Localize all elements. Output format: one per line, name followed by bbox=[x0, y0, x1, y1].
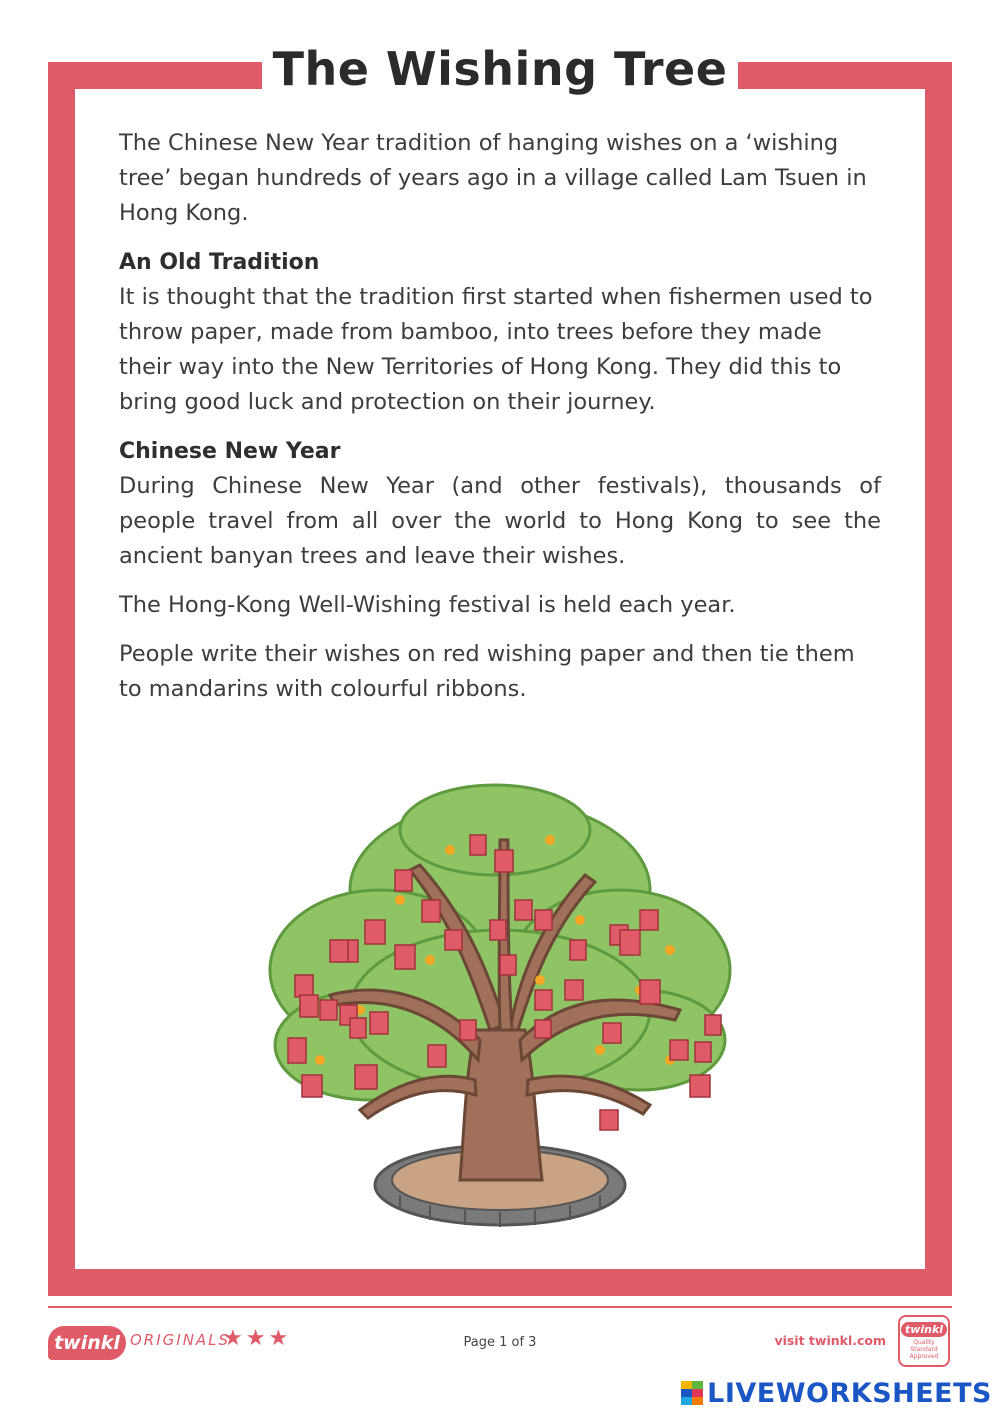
page-number: Page 1 of 3 bbox=[463, 1335, 537, 1350]
wishing-tree-illustration bbox=[250, 780, 750, 1250]
star-icon: ★★★ bbox=[223, 1326, 292, 1351]
footer-divider bbox=[48, 1306, 952, 1308]
quality-badge-icon bbox=[898, 1315, 950, 1367]
badge-brand: twinkl bbox=[901, 1322, 947, 1337]
festival-paragraph: The Hong-Kong Well-Wishing festival is held each year. bbox=[119, 592, 736, 618]
liveworksheets-watermark bbox=[681, 1378, 992, 1408]
chinese-new-year-paragraph: During Chinese New Year (and other festivals), thousands of people travel from all over the world to Hong Kong to see the ancient banyan trees and leave their wishes. bbox=[119, 473, 881, 569]
old-tradition-paragraph: It is thought that the tradition first started when fishermen used to throw paper, made from bamboo, into trees before they made their way into the New Territories of Hong Kong. They did this to bring good luck and protection on their journey. bbox=[119, 284, 873, 415]
watermark-text: LIVEWORKSHEETS bbox=[707, 1377, 992, 1409]
twinkl-logo[interactable]: twinkl bbox=[48, 1326, 126, 1360]
section-heading-old-tradition: An Old Tradition bbox=[119, 250, 320, 275]
originals-label: ORIGINALS bbox=[130, 1331, 231, 1349]
visit-link[interactable]: visit twinkl.com bbox=[774, 1333, 886, 1348]
wishes-paragraph: People write their wishes on red wishing paper and then tie them to mandarins with colourful ribbons. bbox=[119, 641, 855, 702]
badge-text: Quality Standard Approved bbox=[909, 1339, 939, 1360]
title-container bbox=[262, 30, 738, 108]
intro-paragraph: The Chinese New Year tradition of hanging wishes on a ‘wishing tree’ began hundreds of years ago in a village called Lam Tsuen in Hong Kong. bbox=[119, 130, 867, 226]
page-footer bbox=[48, 1315, 952, 1371]
liveworksheets-logo-icon bbox=[681, 1381, 703, 1405]
article-body bbox=[119, 126, 881, 721]
page-title: The Wishing Tree bbox=[272, 42, 728, 96]
section-heading-chinese-new-year: Chinese New Year bbox=[119, 439, 341, 464]
